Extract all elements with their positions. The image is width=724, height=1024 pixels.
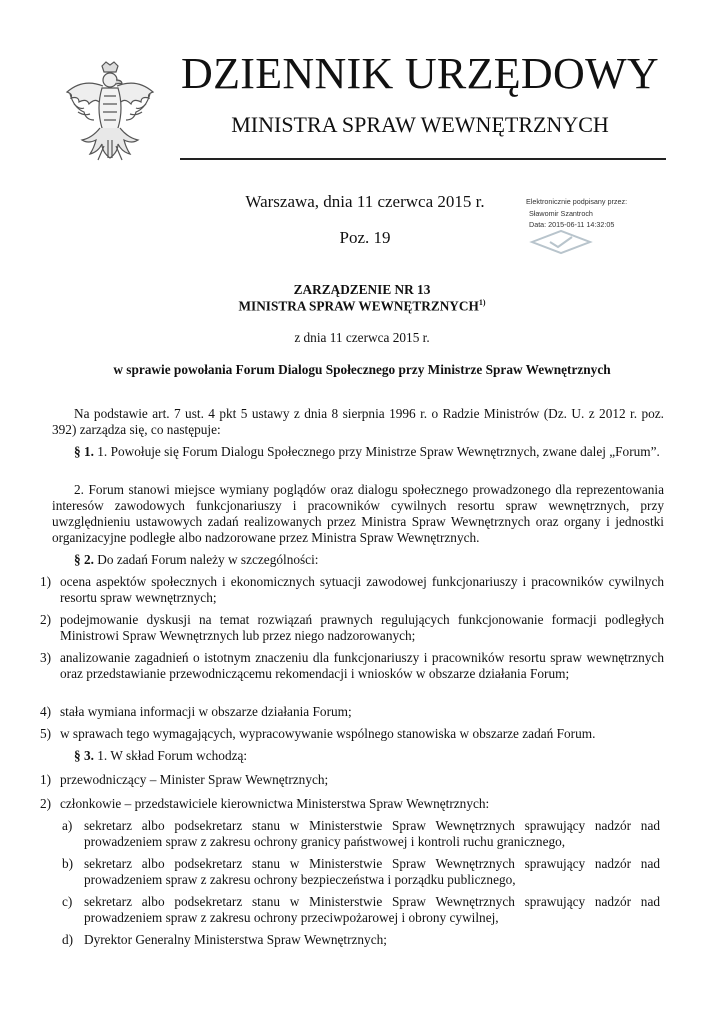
position-number: Poz. 19 (339, 228, 391, 247)
list-item (40, 796, 664, 812)
section-3-intro-text: 1. W skład Forum wchodzą: (97, 748, 248, 763)
signature-date: Data: 2015-06-11 14:32:05 (529, 220, 615, 229)
section-3-mark: § 3. (74, 748, 94, 763)
list-text: w sprawach tego wymagających, wypracowywanie wspólnego stanowiska w obszarze zadań Forum. (60, 726, 596, 741)
signature-name: Sławomir Szantroch (529, 208, 593, 218)
journal-title: DZIENNIK URZĘDOWY (181, 49, 659, 98)
sub-list-text: sekretarz albo podsekretarz stanu w Ministerstwie Spraw Wewnętrznych sprawujący nadzór nad prowadzeniem spraw z zakresu ochrony bezpieczeństwa i porządku publicznego, (84, 856, 660, 887)
issuer-text: MINISTRA SPRAW WEWNĘTRZNYCH (238, 298, 479, 314)
list-number: 5) (40, 726, 52, 741)
sub-list-letter: c) (62, 894, 73, 909)
sub-list-letter: b) (62, 856, 74, 871)
sub-list-item (40, 932, 660, 948)
list-item (40, 772, 664, 788)
sub-list-item (40, 894, 660, 926)
section-3-intro (52, 748, 664, 764)
section-1-para-1-text: 1. Powołuje się Forum Dialogu Społecznego przy Ministrze Spraw Wewnętrznych, zwane dalej „Forum”. (97, 444, 660, 459)
list-item (40, 650, 664, 682)
list-text: podejmowanie dyskusji na temat rozwiązań prawnych regulujących funkcjonowanie formacji podległych Ministrowi Spraw Wewnętrznych lub przez niego nadzorowanych; (60, 612, 664, 643)
sub-list-item (40, 856, 660, 888)
act-type: ZARZĄDZENIE NR 13 (293, 282, 431, 297)
section-2-mark: § 2. (74, 552, 94, 567)
section-2-intro (52, 552, 664, 568)
list-item (40, 574, 664, 606)
list-text: członkowie – przedstawiciele kierownictwa Ministerstwa Spraw Wewnętrznych: (60, 796, 490, 811)
list-number: 2) (40, 612, 52, 627)
document-body (40, 0, 664, 1024)
list-text: analizowanie zagadnień o istotnym znaczeniu dla funkcjonariuszy i pracowników resortu spraw wewnętrznych oraz przedstawianie przewodniczącemu rekomendacji i wniosków w obszarze działania Forum; (60, 650, 664, 681)
sub-list-item (40, 818, 660, 850)
sub-list-text: Dyrektor Generalny Ministerstwa Spraw Wewnętrznych; (84, 932, 387, 947)
act-date: z dnia 11 czerwca 2015 r. (294, 330, 430, 345)
list-item (40, 704, 664, 720)
preamble: Na podstawie art. 7 ust. 4 pkt 5 ustawy z dnia 8 sierpnia 1996 r. o Radzie Ministrów (Dz. U. z 2012 r. poz. 392) zarządza się, co następuje: (52, 406, 664, 437)
list-text: stała wymiana informacji w obszarze działania Forum; (60, 704, 352, 719)
signature-label: Elektronicznie podpisany przez: (526, 197, 628, 206)
list-number: 4) (40, 704, 52, 719)
list-text: przewodniczący – Minister Spraw Wewnętrznych; (60, 772, 329, 787)
list-number: 1) (40, 574, 52, 589)
list-item (40, 612, 664, 644)
list-text: ocena aspektów społecznych i ekonomicznych sytuacji zawodowej funkcjonariuszy i pracowników cywilnych resortu spraw wewnętrznych; (60, 574, 664, 605)
sub-list-letter: a) (62, 818, 73, 833)
publication-date: Warszawa, dnia 11 czerwca 2015 r. (245, 192, 485, 211)
section-1-mark: § 1. (74, 444, 94, 459)
sub-list-letter: d) (62, 932, 74, 947)
list-number: 3) (40, 650, 52, 665)
list-number: 1) (40, 772, 52, 787)
sub-list-text: sekretarz albo podsekretarz stanu w Ministerstwie Spraw Wewnętrznych sprawujący nadzór nad prowadzeniem spraw z zakresu ochrony przeciwpożarowej i obrony cywilnej, (84, 894, 660, 925)
section-1-para-1 (52, 444, 664, 460)
journal-subtitle: MINISTRA SPRAW WEWNĘTRZNYCH (231, 112, 609, 137)
list-item (40, 726, 664, 742)
sub-list-text: sekretarz albo podsekretarz stanu w Ministerstwie Spraw Wewnętrznych sprawujący nadzór nad prowadzeniem spraw z zakresu ochrony granicy państwowej i kontroli ruchu granicznego, (84, 818, 660, 849)
list-number: 2) (40, 796, 52, 811)
act-subject: w sprawie powołania Forum Dialogu Społecznego przy Ministrze Spraw Wewnętrznych (113, 362, 611, 377)
section-1-para-2: 2. Forum stanowi miejsce wymiany poglądów oraz dialogu społecznego prowadzonego dla reprezentowania interesów zawodowych funkcjonariuszy i pracowników cywilnych resortu spraw wewnętrznych, przy uwzględnieniu ustawowych zadań realizowanych przez Ministra Spraw Wewnętrznych oraz organy i jednostki organizacyjne podległe albo nadzorowane przez Ministra Spraw Wewnętrznych. (52, 482, 664, 545)
section-2-intro-text: Do zadań Forum należy w szczególności: (97, 552, 319, 567)
footnote-marker: 1) (478, 298, 486, 307)
